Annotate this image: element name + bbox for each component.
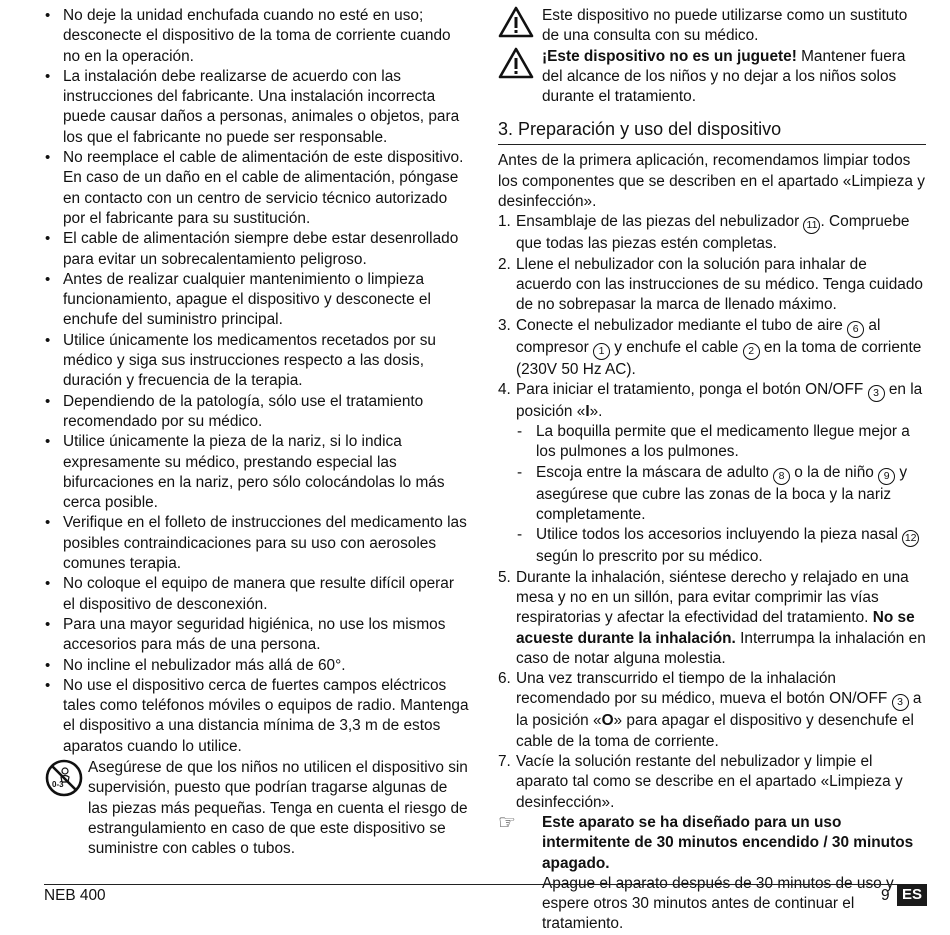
child-warning-text: Asegúrese de que los niños no utilicen el dispositivo sin supervisión, puesto que podrían tragarse algunas de las piezas más pequeñas. Tenga en cuenta el riesgo de estrangulamiento en caso de que este dispositivo se suministre con cables o tubos. — [88, 758, 468, 858]
list-item: - Escoja entre la máscara de adulto 8 o la de niño 9 y asegúrese que cubre las zonas de la boca y la nariz completamente. — [516, 463, 926, 526]
safety-bullet-list — [44, 6, 470, 757]
age-label: 0-3 — [52, 779, 64, 789]
list-item: • No incline el nebulizador más allá de 60°. — [44, 656, 470, 676]
part-number-badge: 3 — [868, 385, 885, 402]
step-item: 7. Vacíe la solución restante del nebulizador y limpie el aparato tal como se describe en el apartado «Limpieza y desinfección». — [498, 753, 903, 811]
part-number-badge: 12 — [902, 530, 919, 547]
step-item: 3. Conecte el nebulizador mediante el tubo de aire 6 al compresor 1 y enchufe el cable 2 en la toma de corriente (230V 50 Hz AC). — [498, 316, 922, 378]
usage-note — [498, 813, 926, 935]
part-number-badge: 1 — [593, 343, 610, 360]
step-item: 6. Una vez transcurrido el tiempo de la inhalación recomendado por su médico, mueva el botón ON/OFF 3 a la posición «O» para apagar el dispositivo y desenchufe el cable de la toma de corriente. — [498, 670, 922, 750]
list-item: • Para una mayor seguridad higiénica, no use los mismos accesorios para más de una persona. — [44, 615, 470, 656]
step-item: 4. Para iniciar el tratamiento, ponga el botón ON/OFF 3 en la posición «I». - La boquilla permite que el medicamento llegue mejor a los pulmones a los pulmones. - Escoja entre la máscara de adulto 8 o la de niño 9 y asegúrese que cubre las zonas de la boca y la nariz completamente. - Utilice todos los accesorios incluyendo la pieza nasal 12 según lo prescrito por su médico. — [498, 380, 926, 568]
step-item: 2. Llene el nebulizador con la solución para inhalar de acuerdo con las instrucciones de su médico. Tenga cuidado de no sobrepasar la marca de llenado máximo. — [498, 255, 923, 314]
footer-divider — [44, 884, 926, 885]
footer-model: NEB 400 — [44, 887, 106, 904]
warning-toy — [498, 47, 926, 108]
warning-triangle-icon — [498, 6, 542, 44]
warning-triangle-icon — [498, 47, 542, 85]
warning-consult-text: Este dispositivo no puede utilizarse como un sustituto de una consulta con su médico. — [542, 7, 908, 45]
list-item: • No use el dispositivo cerca de fuertes campos eléctricos tales como teléfonos móviles o equipos de radio. Mantenga el dispositivo a una distancia mínima de 3,3 m de estos aparatos cuando lo utilice. — [44, 676, 470, 757]
step-item: 5. Durante la inhalación, siéntese derecho y relajado en una mesa y no en un sillón, para evitar comprimir las vías respiratorias y afectar la efectividad del tratamiento. No se acueste durante la inhalación. Interrumpa la inhalación en caso de notar alguna molestia. — [498, 568, 926, 667]
list-item: • No reemplace el cable de alimentación de este dispositivo. En caso de un daño en el cable de alimentación, póngase en contacto con un centro de servicio técnico autorizado por el fabricante para su sustitución. — [44, 148, 470, 229]
list-item: • Dependiendo de la patología, sólo use el tratamiento recomendado por su médico. — [44, 392, 470, 433]
list-item: • No coloque el equipo de manera que resulte difícil operar el dispositivo de desconexión. — [44, 574, 470, 615]
list-item: - La boquilla permite que el medicamento llegue mejor a los pulmones a los pulmones. — [516, 422, 926, 463]
part-number-badge: 6 — [847, 321, 864, 338]
list-item: • Antes de realizar cualquier mantenimiento o limpieza funcionamiento, apague el dispositivo y desconecte el enchufe del suministro principal. — [44, 270, 470, 331]
part-number-badge: 8 — [773, 468, 790, 485]
steps-list — [498, 212, 926, 813]
step-sub-list — [516, 422, 926, 567]
part-number-badge: 11 — [803, 217, 820, 234]
page-number: 9 — [881, 887, 890, 904]
usage-note-text: Apague el aparato después de 30 minutos de uso y espere otros 30 minutos antes de continuar el tratamiento. — [542, 874, 894, 933]
list-item: • La instalación debe realizarse de acuerdo con las instrucciones del fabricante. Una instalación incorrecta puede causar daños a personas, animales o objetos, para los que el fabricante no puede ser responsable. — [44, 67, 470, 148]
no-children-icon — [44, 758, 88, 804]
list-item: - Utilice todos los accesorios incluyendo la pieza nasal 12 según lo prescrito por su médico. — [516, 525, 926, 567]
list-item: • No deje la unidad enchufada cuando no esté en uso; desconecte el dispositivo de la toma de corriente cuando no en la operación. — [44, 6, 470, 67]
child-warning — [44, 758, 470, 859]
pointing-hand-icon: ☞ — [498, 811, 516, 834]
list-item: • Verifique en el folleto de instrucciones del medicamento las posibles contraindicaciones para su uso con aerosoles comunes terapia. — [44, 513, 470, 574]
right-column — [498, 6, 926, 935]
warning-consult — [498, 6, 926, 47]
list-item: • El cable de alimentación siempre debe estar desenrollado para evitar un sobrecalentamiento peligroso. — [44, 229, 470, 270]
usage-note-bold: Este aparato se ha diseñado para un uso intermitente de 30 minutos encendido / 30 minutos apagado. — [542, 813, 914, 872]
step-item: 1. Ensamblaje de las piezas del nebulizador 11 . Compruebe que todas las piezas estén completas. — [498, 213, 910, 253]
part-number-badge: 3 — [892, 694, 909, 711]
list-item: • Utilice únicamente los medicamentos recetados por su médico y siga sus instrucciones respecto a las dosis, duración y frecuencia de la terapia. — [44, 331, 470, 392]
warning-toy-text: ¡Este dispositivo no es un juguete! Mantener fuera del alcance de los niños y no dejar a los niños solos durante el tratamiento. — [542, 47, 906, 106]
language-badge: ES — [897, 884, 927, 906]
part-number-badge: 9 — [878, 468, 895, 485]
section-title: 3. Preparación y uso del dispositivo — [498, 118, 926, 145]
part-number-badge: 2 — [743, 343, 760, 360]
list-item: • Utilice únicamente la pieza de la nariz, si lo indica expresamente su médico, prestando especial las bifurcaciones en la nariz, pero sólo colocándolas lo más cerca posible. — [44, 432, 470, 513]
section-intro: Antes de la primera aplicación, recomendamos limpiar todos los componentes que se describen en el apartado «Limpieza y desinfección». — [498, 152, 925, 211]
left-column — [44, 6, 470, 859]
